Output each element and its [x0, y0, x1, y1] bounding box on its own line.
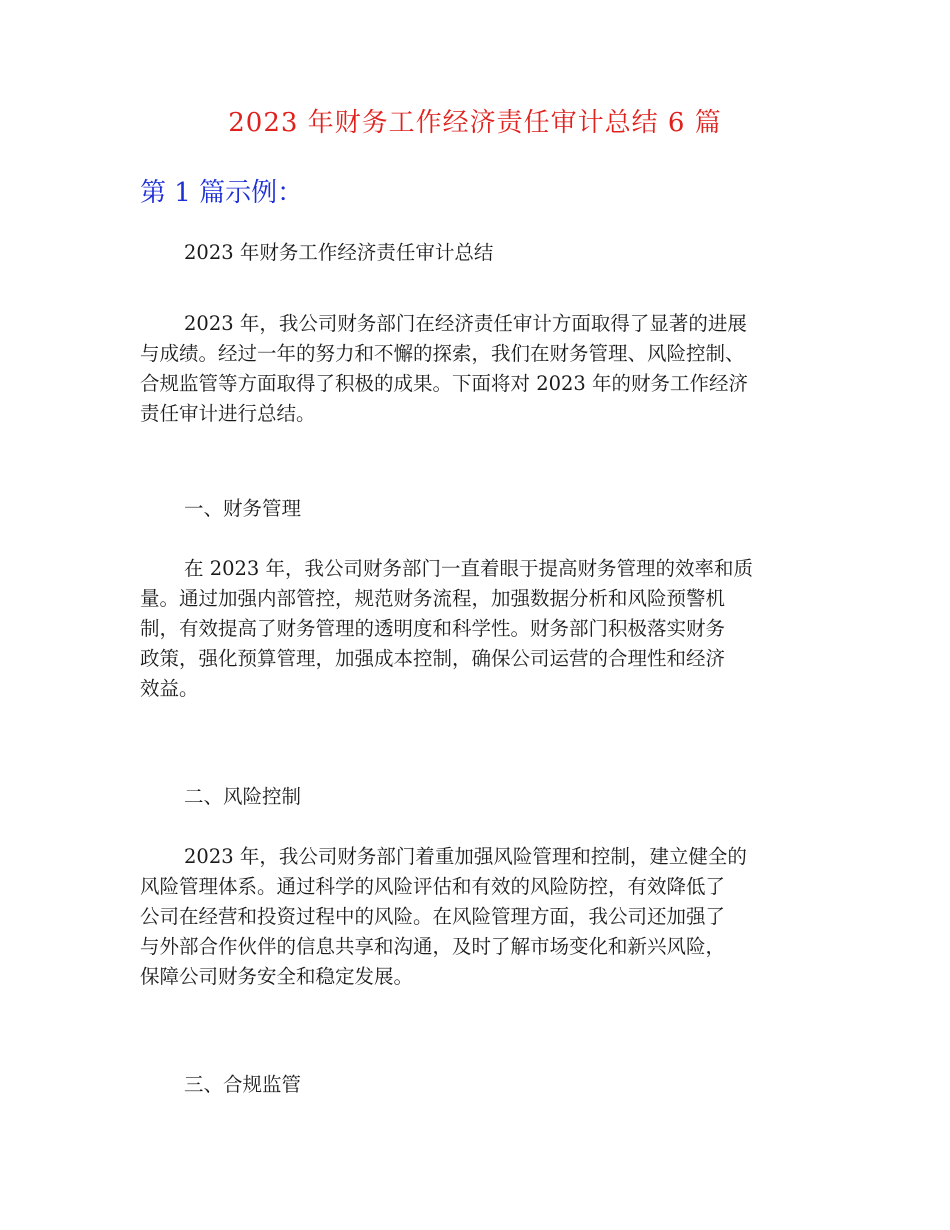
intro-paragraph [140, 309, 820, 429]
paragraph-line: 在 2023 年，我公司财务部门一直着眼于提高财务管理的效率和质 [184, 557, 754, 580]
paragraph-line: 与外部合作伙伴的信息共享和沟通，及时了解市场变化和新兴风险， [140, 935, 726, 958]
document-subtitle: 2023 年财务工作经济责任审计总结 [184, 241, 494, 264]
finance-paragraph [140, 554, 820, 704]
paragraph-line: 合规监管等方面取得了积极的成果。下面将对 2023 年的财务工作经济 [140, 372, 749, 395]
example-heading: 第 1 篇示例： [140, 178, 304, 208]
paragraph-line: 责任审计进行总结。 [140, 402, 316, 425]
section-heading-compliance [140, 1070, 820, 1100]
section-heading-finance [140, 494, 820, 524]
paragraph-line: 与成绩。经过一年的努力和不懈的探索，我们在财务管理、风险控制、 [140, 342, 745, 365]
paragraph-line: 制，有效提高了财务管理的透明度和科学性。财务部门积极落实财务 [140, 617, 726, 640]
paragraph-line: 2023 年，我公司财务部门在经济责任审计方面取得了显著的进展 [184, 312, 747, 335]
paragraph-line: 风险管理体系。通过科学的风险评估和有效的风险防控，有效降低了 [140, 875, 726, 898]
section-heading: 二、风险控制 [184, 785, 302, 808]
section-heading: 三、合规监管 [184, 1073, 302, 1096]
section-heading-risk [140, 782, 820, 812]
paragraph-line: 2023 年，我公司财务部门着重加强风险管理和控制，建立健全的 [184, 845, 747, 868]
section-heading: 一、财务管理 [184, 497, 302, 520]
risk-paragraph [140, 842, 820, 992]
paragraph-line: 政策，强化预算管理，加强成本控制，确保公司运营的合理性和经济 [140, 647, 726, 670]
document-title: 2023 年财务工作经济责任审计总结 6 篇 [228, 108, 722, 138]
paragraph-line: 公司在经营和投资过程中的风险。在风险管理方面，我公司还加强了 [140, 905, 726, 928]
paragraph-line: 效益。 [140, 677, 199, 700]
subtitle-block [140, 238, 820, 268]
paragraph-line: 保障公司财务安全和稳定发展。 [140, 965, 414, 988]
paragraph-line: 量。通过加强内部管控，规范财务流程，加强数据分析和风险预警机 [140, 587, 726, 610]
